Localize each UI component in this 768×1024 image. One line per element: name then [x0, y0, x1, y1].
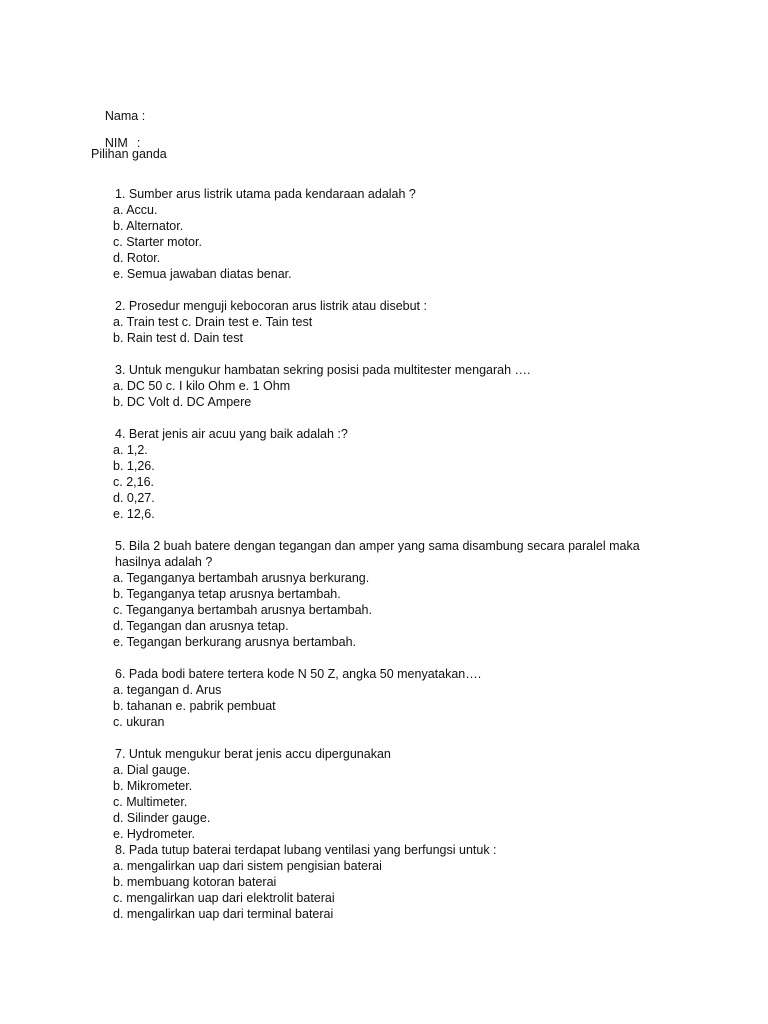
- nim-label: NIM: [104, 136, 128, 150]
- option: a. Teganganya bertambah arusnya berkurang.: [113, 571, 370, 585]
- question-text: 6. Pada bodi batere tertera kode N 50 Z, angka 50 menyatakan….: [115, 667, 482, 681]
- option: a. 1,2.: [113, 443, 148, 457]
- option: b. Alternator.: [113, 219, 184, 233]
- option: c. mengalirkan uap dari elektrolit baterai: [113, 891, 335, 905]
- question-text: 2. Prosedur menguji kebocoran arus listrik atau disebut :: [115, 299, 427, 313]
- option: a. Dial gauge.: [113, 763, 191, 777]
- question-3: [113, 362, 713, 410]
- option: d. 0,27.: [113, 491, 155, 505]
- option: a. Train test c. Drain test e. Tain test: [113, 315, 313, 329]
- option: e. Hydrometer.: [113, 827, 195, 841]
- option: d. Rotor.: [113, 251, 161, 265]
- question-text: 4. Berat jenis air acuu yang baik adalah :?: [115, 427, 348, 441]
- option: e. Semua jawaban diatas benar.: [113, 267, 292, 281]
- option: c. ukuran: [113, 715, 165, 729]
- option: d. Silinder gauge.: [113, 811, 211, 825]
- question-text: 3. Untuk mengukur hambatan sekring posisi pada multitester mengarah ….: [115, 363, 531, 377]
- question-1: [113, 186, 713, 282]
- option: b. Rain test d. Dain test: [113, 331, 243, 345]
- question-text: 7. Untuk mengukur berat jenis accu dipergunakan: [115, 747, 391, 761]
- option: b. DC Volt d. DC Ampere: [113, 395, 252, 409]
- question-7: [113, 746, 713, 842]
- option: c. Multimeter.: [113, 795, 188, 809]
- question-text: 8. Pada tutup baterai terdapat lubang ventilasi yang berfungsi untuk :: [115, 843, 497, 857]
- option: b. membuang kotoran baterai: [113, 875, 277, 889]
- option: c. 2,16.: [113, 475, 154, 489]
- option: d. Tegangan dan arusnya tetap.: [113, 619, 289, 633]
- question-6: [113, 666, 713, 730]
- question-5: [113, 538, 713, 650]
- option: b. Mikrometer.: [113, 779, 193, 793]
- option: b. 1,26.: [113, 459, 155, 473]
- nim-colon: :: [136, 136, 141, 150]
- question-list: [113, 186, 713, 922]
- option: a. tegangan d. Arus: [113, 683, 222, 697]
- option: b. tahanan e. pabrik pembuat: [113, 699, 276, 713]
- option: a. Accu.: [113, 203, 158, 217]
- nama-label: Nama :: [104, 109, 146, 123]
- option: e. 12,6.: [113, 507, 155, 521]
- question-8: [113, 842, 713, 922]
- section-title: Pilihan ganda: [91, 147, 167, 161]
- question-4: [113, 426, 713, 522]
- question-2: [113, 298, 713, 346]
- option: c. Starter motor.: [113, 235, 202, 249]
- option: c. Teganganya bertambah arusnya bertambah.: [113, 603, 372, 617]
- question-text: 1. Sumber arus listrik utama pada kendaraan adalah ?: [115, 187, 416, 201]
- option: a. DC 50 c. I kilo Ohm e. 1 Ohm: [113, 379, 291, 393]
- option: d. mengalirkan uap dari terminal baterai: [113, 907, 334, 921]
- option: a. mengalirkan uap dari sistem pengisian baterai: [113, 859, 382, 873]
- question-text: 5. Bila 2 buah batere dengan tegangan dan amper yang sama disambung secara paralel maka hasilnya adalah ?: [115, 539, 640, 569]
- option: b. Teganganya tetap arusnya bertambah.: [113, 587, 341, 601]
- option: e. Tegangan berkurang arusnya bertambah.: [113, 635, 356, 649]
